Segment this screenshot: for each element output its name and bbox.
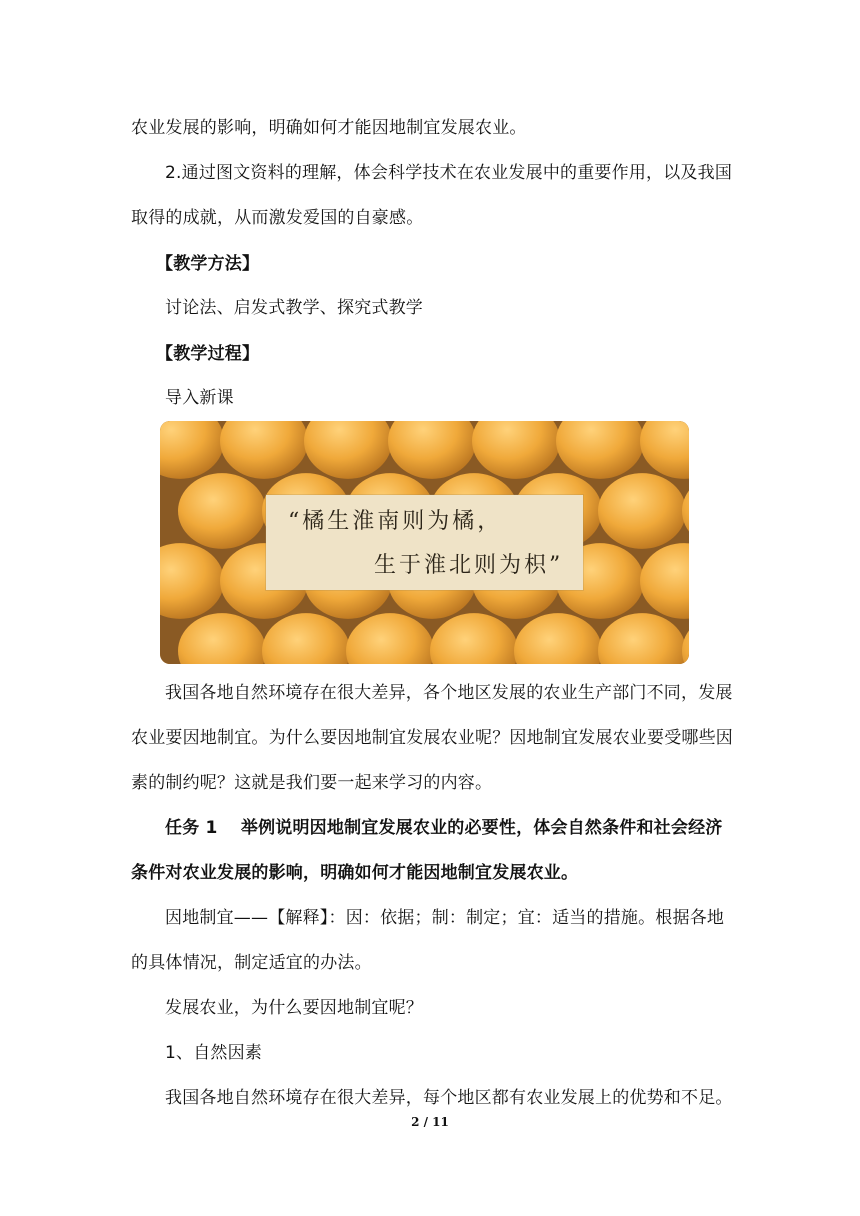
orange-shape [178,473,266,549]
page-number: 2 / 11 [411,1115,449,1129]
paragraph-line: 我国各地自然环境存在很大差异，各个地区发展的农业生产部门不同，发展 [165,683,733,703]
paragraph-line: 取得的成就，从而激发爱国的自豪感。 [131,208,424,228]
paragraph-line: 我国各地自然环境存在很大差异，每个地区都有农业发展上的优势和不足。 [165,1088,733,1108]
quote-line-2: 生于淮北则为枳” [374,553,564,578]
paragraph-line: 发展农业，为什么要因地制宜呢？ [165,998,423,1018]
paragraph-line: 农业发展的影响，明确如何才能因地制宜发展农业。 [131,118,527,138]
orange-shape [598,473,686,549]
paragraph-line: 因地制宜——【解释】：因：依据；制：制定；宜：适当的措施。根据各地 [165,908,725,928]
paragraph-line: 素的制约呢？这就是我们要一起来学习的内容。 [131,773,493,793]
quote-line-1: “橘生淮南则为橘， [288,509,503,534]
paragraph-line: 农业要因地制宜。为什么要因地制宜发展农业呢？因地制宜发展农业要受哪些因 [131,728,733,748]
task-heading-cont: 条件对农业发展的影响，明确如何才能因地制宜发展农业。 [131,863,579,883]
paragraph-line: 2.通过图文资料的理解，体会科学技术在农业发展中的重要作用，以及我国 [165,163,733,183]
paragraph-line: 讨论法、启发式教学、探究式教学 [165,298,423,318]
section-heading-process: 【教学过程】 [156,344,260,364]
quote-card [266,495,583,590]
task-heading: 任务 1 举例说明因地制宜发展农业的必要性，体会自然条件和社会经济 [165,818,723,838]
oranges-image [160,421,689,664]
paragraph-line: 1、自然因素 [165,1043,263,1063]
paragraph-line: 的具体情况，制定适宜的办法。 [131,953,372,973]
paragraph-line: 导入新课 [165,388,234,408]
section-heading-method: 【教学方法】 [156,254,260,274]
